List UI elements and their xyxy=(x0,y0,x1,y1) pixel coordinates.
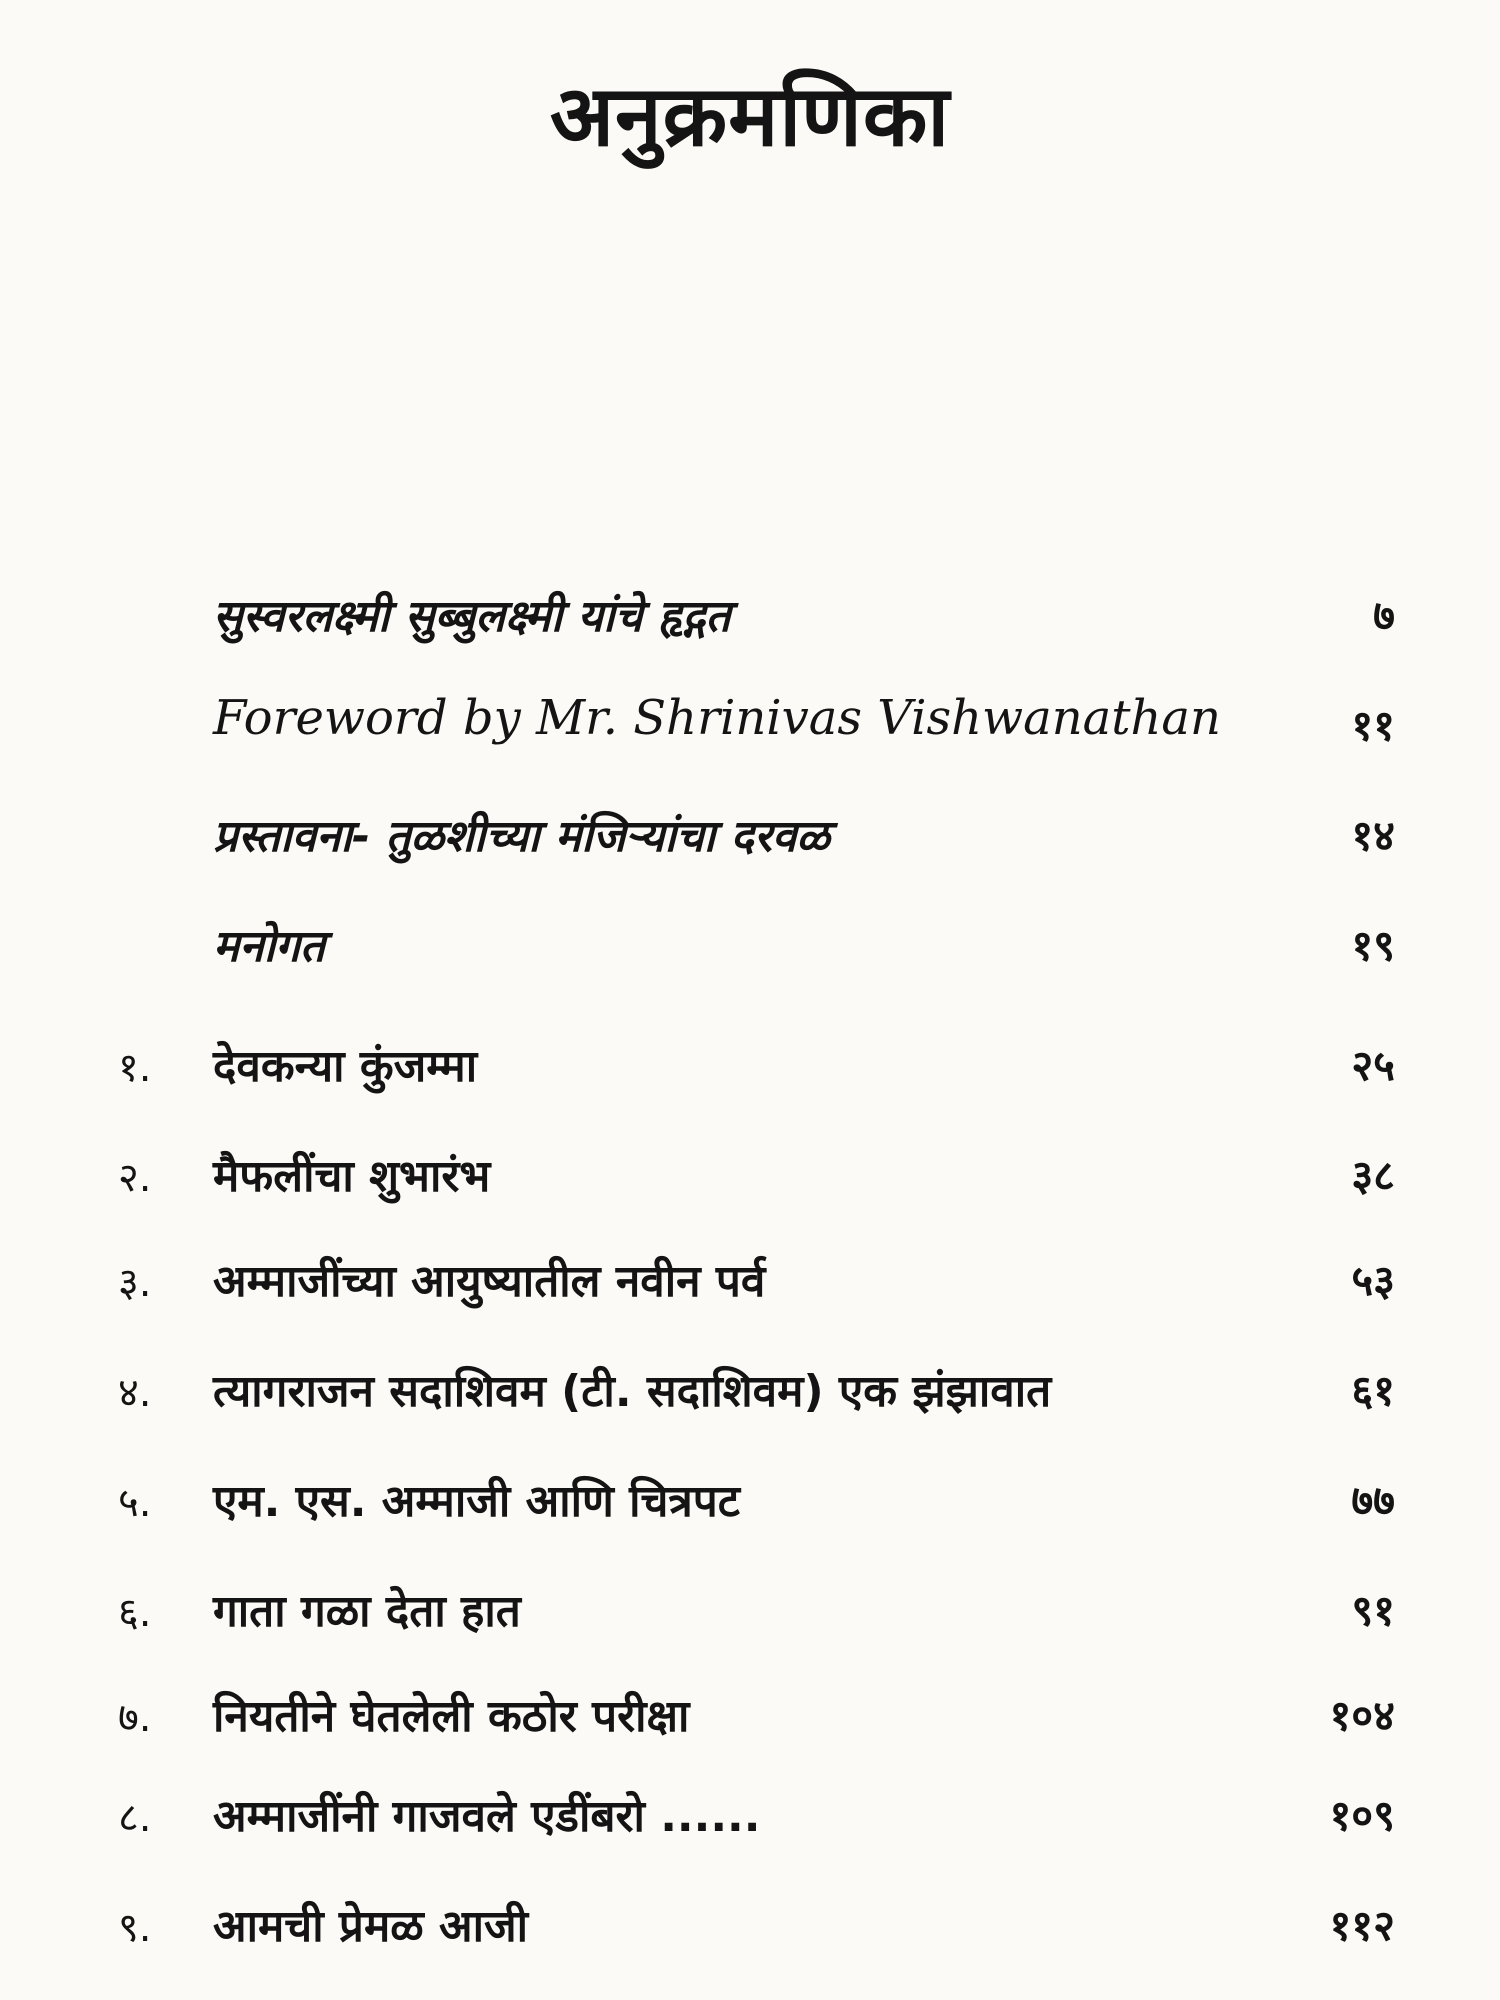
toc-entry-front-3 xyxy=(0,790,1500,870)
toc-entry-chapter-9 xyxy=(0,1880,1500,1960)
entry-title: एम. एस. अम्माजी आणि चित्रपट xyxy=(213,1476,740,1527)
toc-entry-chapter-1 xyxy=(0,1020,1500,1100)
entry-title: प्रस्तावना- तुळशीच्या मंजिऱ्यांचा दरवळ xyxy=(213,811,830,862)
entry-page: १४ xyxy=(1351,811,1395,860)
toc-entry-front-4 xyxy=(0,900,1500,980)
entry-title: गाता गळा देता हात xyxy=(213,1586,521,1637)
toc-entry-chapter-4 xyxy=(0,1345,1500,1425)
entry-page: २५ xyxy=(1351,1041,1395,1090)
entry-page: ३८ xyxy=(1351,1151,1395,1200)
entry-page: ६१ xyxy=(1351,1366,1395,1415)
entry-page: १०४ xyxy=(1329,1691,1395,1740)
toc-entry-chapter-3 xyxy=(0,1235,1500,1315)
chapter-number: ६. xyxy=(118,1590,152,1636)
toc-entry-chapter-2 xyxy=(0,1130,1500,1210)
entry-page: ९१ xyxy=(1351,1586,1395,1635)
entry-title: देवकन्या कुंजम्मा xyxy=(213,1041,478,1092)
entry-page: ७ xyxy=(1373,591,1395,640)
chapter-number: ७. xyxy=(118,1695,152,1741)
chapter-number: ९. xyxy=(118,1905,152,1951)
entry-page: १९ xyxy=(1351,921,1395,970)
toc-entry-chapter-7 xyxy=(0,1670,1500,1750)
toc-entry-chapter-6 xyxy=(0,1565,1500,1645)
entry-title: सुस्वरलक्ष्मी सुब्बुलक्ष्मी यांचे हृद्गत xyxy=(213,591,731,642)
entry-title: अम्माजींच्या आयुष्यातील नवीन पर्व xyxy=(213,1256,766,1307)
toc-entry-chapter-5 xyxy=(0,1455,1500,1535)
entry-page: ११ xyxy=(1351,701,1395,750)
entry-page: ५३ xyxy=(1351,1256,1395,1305)
chapter-number: २. xyxy=(118,1155,152,1201)
entry-title: त्यागराजन सदाशिवम (टी. सदाशिवम) एक झंझावात xyxy=(213,1366,1052,1417)
chapter-number: १. xyxy=(118,1045,152,1091)
chapter-number: ३. xyxy=(118,1260,152,1306)
chapter-number: ४. xyxy=(118,1370,152,1416)
entry-title: आमची प्रेमळ आजी xyxy=(213,1901,529,1952)
entry-page: १०९ xyxy=(1329,1791,1395,1840)
entry-title: मैफलींचा शुभारंभ xyxy=(213,1151,491,1202)
entry-title: नियतीने घेतलेली कठोर परीक्षा xyxy=(213,1691,690,1742)
entry-title: अम्माजींनी गाजवले एडींबरो ...... xyxy=(213,1791,761,1842)
chapter-number: ८. xyxy=(118,1795,152,1841)
entry-page: ११२ xyxy=(1329,1901,1395,1950)
toc-entry-front-1 xyxy=(0,570,1500,650)
page-title: अनुक्रमणिका xyxy=(549,67,951,165)
entry-title: मनोगत xyxy=(213,921,325,972)
toc-entry-front-2 xyxy=(0,680,1500,760)
chapter-number: ५. xyxy=(118,1480,152,1526)
toc-entry-chapter-8 xyxy=(0,1770,1500,1850)
entry-page: ७७ xyxy=(1351,1476,1395,1525)
entry-title: Foreword by Mr. Shrinivas Vishwanathan xyxy=(213,690,1221,746)
